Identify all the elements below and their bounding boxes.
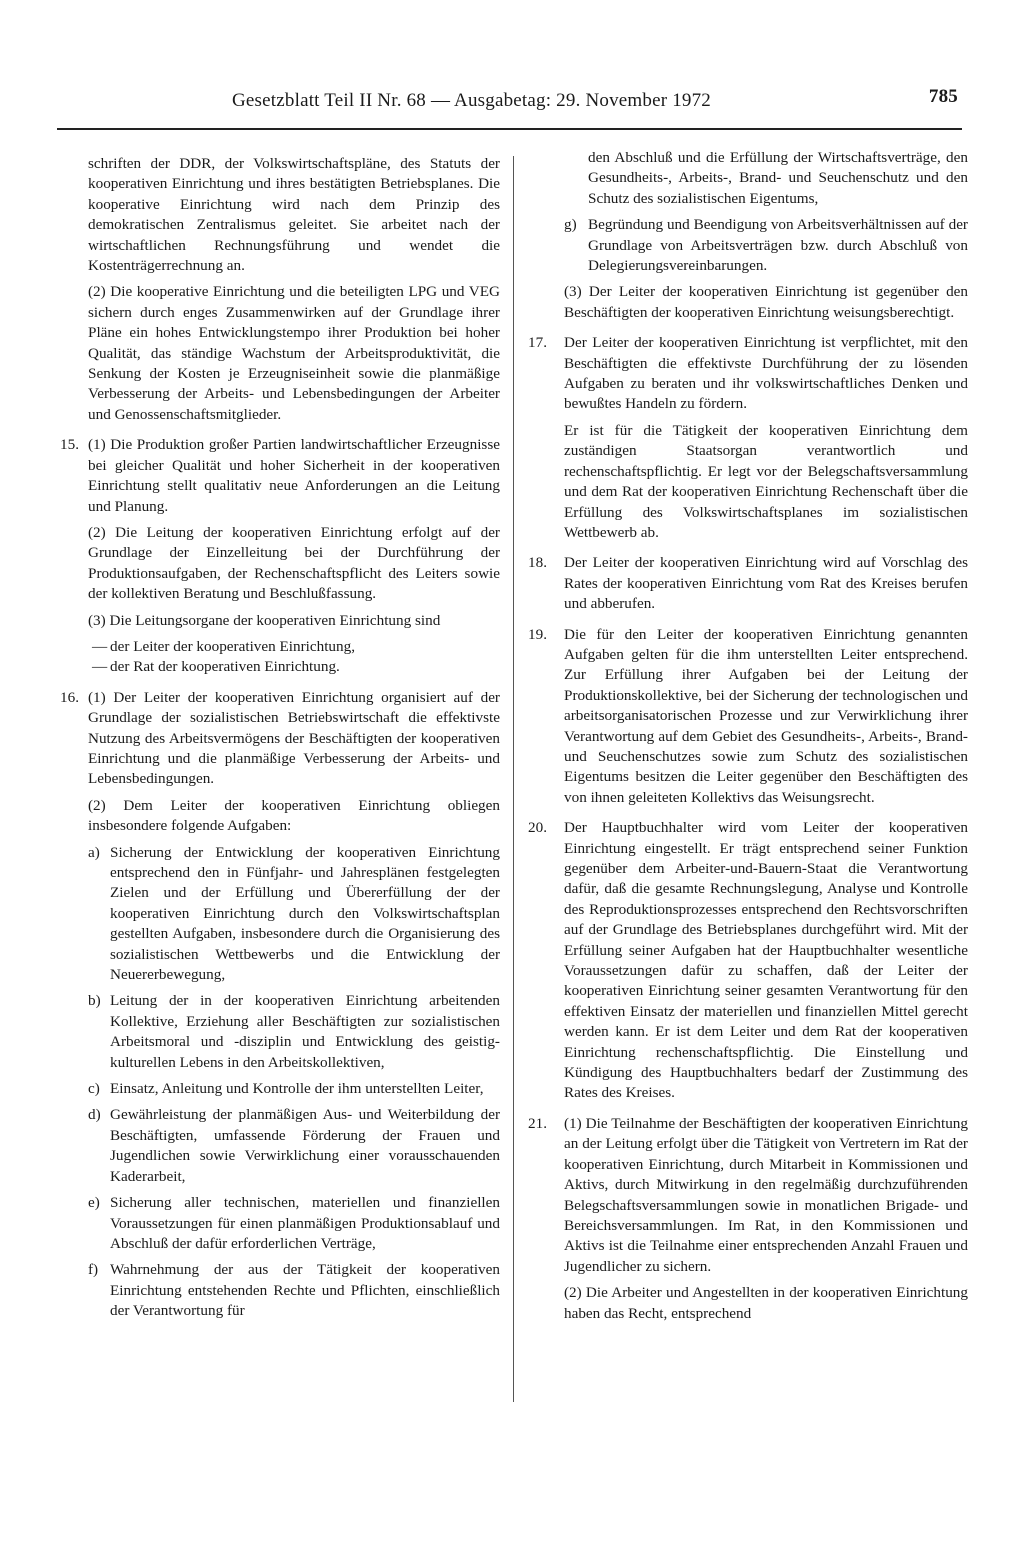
list-letter: c) [88,1080,100,1098]
dash-text: der Rat der kooperativen Einrichtung. [110,658,340,676]
section-19 [528,625,968,809]
section-number: 18. [528,554,547,572]
section-number: 21. [528,1114,547,1132]
page-number: 785 [928,86,958,107]
list-letter: d) [88,1106,101,1124]
left-column [60,154,500,1328]
paragraph: schriften der DDR, der Volkswirtschaftspläne, des Statuts der kooperativen Einrichtung und ihres bestätigten Betriebsplanes. Die kooperative Einrichtung wird nach dem Prinzip des demokratischen Zentralismus geleitet. Sie arbeitet nach der wirtschaftlichen Rechnungsführung und wendet die Kostenträgerrechnung an. [88,155,500,275]
paragraph: (2) Die Arbeiter und Angestellten in der kooperativen Einrichtung haben das Recht, entsprechend [564,1284,968,1322]
dash-text: der Leiter der kooperativen Einrichtung, [110,637,356,655]
section-20 [528,818,968,1104]
gazette-title: Gesetzblatt Teil II Nr. 68 — Ausgabetag: 29. November 1972 [232,90,712,111]
dash-mark: — [92,637,108,655]
paragraph: (2) Die kooperative Einrichtung und die beteiligten LPG und VEG sichern durch enges Zusammenwirken auf der Grundlage ihrer Pläne ein hohes Entwicklungstempo ihrer Produktion bei hoher Qualität, das ständige Wachstum der Arbeitsproduktivität, die Senkung der Kosten je Erzeugniseinheit sowie die planmäßige Verbesserung der Arbeits- und Lebensbedingungen der Arbeiter und Genossenschaftsmitglieder. [88,283,500,423]
dash-mark: — [92,658,108,676]
paragraph: (3) Die Leitungsorgane der kooperativen Einrichtung sind [88,611,441,629]
paragraph: Er ist für die Tätigkeit der kooperativen Einrichtung dem zuständigen Staatsorgan verantwortlich und rechenschaftspflichtig. Er legt vor der Belegschaftsversammlung und dem Rat der kooperativen Einrichtung Rechenschaft über die Erfüllung des Volkswirtschaftsplanes im sozialistischen Wettbewerb ab. [564,421,968,541]
section-16 [60,688,500,837]
page-header [232,86,960,116]
list-item [60,1193,500,1254]
paragraph: (1) Die Produktion großer Partien landwirtschaftlicher Erzeugnisse bei gleicher Qualität und hoher Sicherheit in der kooperativen Einrichtung stellt qualitativ neue Anforderungen an die Leitung und Planung. [88,436,500,515]
paragraph: Der Leiter der kooperativen Einrichtung ist verpflichtet, mit den Beschäftigten die effektivste Durchführung der zu lösenden Aufgaben zu beraten und ihr volkswirtschaftliches Denken und bewußtes Handeln zu fördern. [564,334,968,413]
paragraph: (2) Dem Leiter der kooperativen Einrichtung obliegen insbesondere folgende Aufgaben: [88,796,500,835]
list-item [60,1260,500,1321]
section-number: 17. [528,334,547,352]
column-divider [513,156,514,1402]
paragraph: (3) Der Leiter der kooperativen Einrichtung ist gegenüber den Beschäftigten der kooperativen Einrichtung weisungsberechtigt. [564,283,968,321]
list-item [60,843,500,986]
right-column [528,149,968,1330]
section-17 [528,333,968,543]
list-letter: b) [88,992,101,1010]
section-18 [528,553,968,614]
list-text: Sicherung aller technischen, materiellen und finanziellen Voraussetzungen für einen planmäßigen Produktionsablauf und Abschluß der dafür erforderlichen Verträge, [110,1194,500,1252]
list-item [60,1079,500,1099]
paragraph: (1) Der Leiter der kooperativen Einrichtung organisiert auf der Grundlage der sozialistischen Betriebswirtschaft die effektivste Nutzung des Arbeitsvermögens der Beschäftigten der kooperativen Einrichtung und die planmäßige Verbesserung der Arbeits- und Lebensbedingungen. [88,688,500,788]
list-letter: e) [88,1194,100,1212]
section-number: 16. [60,688,79,706]
list-item [60,991,500,1073]
paragraph: (1) Die Teilnahme der Beschäftigten der kooperativen Einrichtung an der Leitung erfolgt über die Tätigkeit von Vertretern im Rat der kooperativen Einrichtung, durch Mitarbeit in Kommissionen und Aktivs, durch Mitwirkung in den regelmäßig durchzuführenden Belegschaftsversammlungen sowie in monatlichen Brigade- und Bereichsversammlungen. Im Rat, in den Kommissionen und Aktivs ist die Teilnahme einer entsprechenden Anzahl Frauen und Jugendlicher zu sichern. [564,1114,968,1275]
list-letter: g) [564,216,577,234]
list-text: den Abschluß und die Erfüllung der Wirtschaftsverträge, den Gesundheits-, Arbeits-, Brand- und Seuchenschutz und den Schutz des sozialistischen Eigentums, [588,149,968,207]
list-text: Sicherung der Entwicklung der kooperativen Einrichtung entsprechend den in Fünfjahr- und Jahresplänen festgelegten Zielen und der Erfüllung und Übererfüllung der der kooperativen Einrichtung durch den Volkswirtschaftsplan gestellten Aufgaben, insbesondere durch die Organisierung des sozialistischen Wettbewerbs und die Entwicklung der Neuererbewegung, [110,843,500,984]
section-number: 15. [60,436,79,454]
list-text: Einsatz, Anleitung und Kontrolle der ihm unterstellten Leiter, [110,1080,484,1098]
list-text: Begründung und Beendigung von Arbeitsverhältnissen auf der Grundlage von Arbeitsverträgen bzw. durch Abschluß von Delegierungsvereinbarungen. [588,216,968,275]
list-item [528,215,968,276]
list-letter: a) [88,843,100,861]
dash-item [60,657,500,677]
section-15 [60,435,500,631]
list-text: Wahrnehmung der aus der Tätigkeit der kooperativen Einrichtung entstehenden Rechte und Pflichten, einschließlich der Verantwortung für [110,1261,500,1320]
list-item [60,1105,500,1187]
section-21 [528,1114,968,1324]
section-number: 20. [528,819,547,837]
header-rule [57,128,962,130]
list-letter: f) [88,1261,99,1279]
section-number: 19. [528,625,547,643]
list-text: Leitung der in der kooperativen Einrichtung arbeitenden Kollektive, Erziehung aller Beschäftigten zur sozialistischen Arbeitsmoral und -disziplin und Entwicklung des geistig-kulturellen Lebens in den Arbeitskollektiven, [110,992,500,1071]
paragraph: Der Leiter der kooperativen Einrichtung wird auf Vorschlag des Rates der kooperativen Einrichtung vom Rat des Kreises berufen und abberufen. [564,554,968,613]
dash-item [60,637,500,657]
list-text: Gewährleistung der planmäßigen Aus- und Weiterbildung der Beschäftigten, umfassende Förderung der Frauen und Jugendlichen sowie Verwirklichung einer vorausschauenden Kaderarbeit, [110,1106,500,1185]
paragraph: Der Hauptbuchhalter wird vom Leiter der kooperativen Einrichtung eingestellt. Er trägt entsprechend seiner Funktion gegenüber dem Arbeiter-und-Bauern-Staat die Verantwortung dafür, daß die gesamte Rechnungslegung, Analyse und Kontrolle des Reproduktionsprozesses entsprechend den Rechtsvorschriften auf der Grundlage des Betriebsplanes durchgeführt wird. Mit der Erfüllung seiner Aufgaben hat der Hauptbuchhalter wesentliche Voraussetzungen dafür zu schaffen, daß der Leiter der kooperativen Einrichtung seiner gesamten Verantwortung für den effektiven Einsatz der materiellen und finanziellen Mittel gerecht werden kann. Er ist dem Leiter und dem Rat der kooperativen Einrichtung rechenschaftspflichtig. Die Einstellung und Kündigung des Hauptbuchhalters bedarf der Zustimmung des Rates des Kreises. [564,819,968,1102]
list-item-continuation [528,148,968,209]
paragraph: (2) Die Leitung der kooperativen Einrichtung erfolgt auf der Grundlage der Einzelleitung bei der Durchführung der Produktionsaufgaben, der Rechenschaftspflicht des Leiters sowie der kollektiven Beratung und Beschlußfassung. [88,523,500,603]
paragraph: Die für den Leiter der kooperativen Einrichtung genannten Aufgaben gelten für die ihm unterstellten Leiter entsprechend. Zur Erfüllung ihrer Aufgaben bei der Leitung der Produktionskollektive, bei der Sicherung der technologischen und arbeitsorganisatorischen Prozesse und zur Verwirklichung ihrer Verantwortung auf dem Gebiet des Gesundheits-, Arbeits-, Brand- und Seuchenschutzes sowie zum Schutz des sozialistischen Eigentums besitzen die Leiter gegenüber den Beschäftigten des von ihnen geleiteten Kollektivs das Weisungsrecht. [564,625,968,806]
